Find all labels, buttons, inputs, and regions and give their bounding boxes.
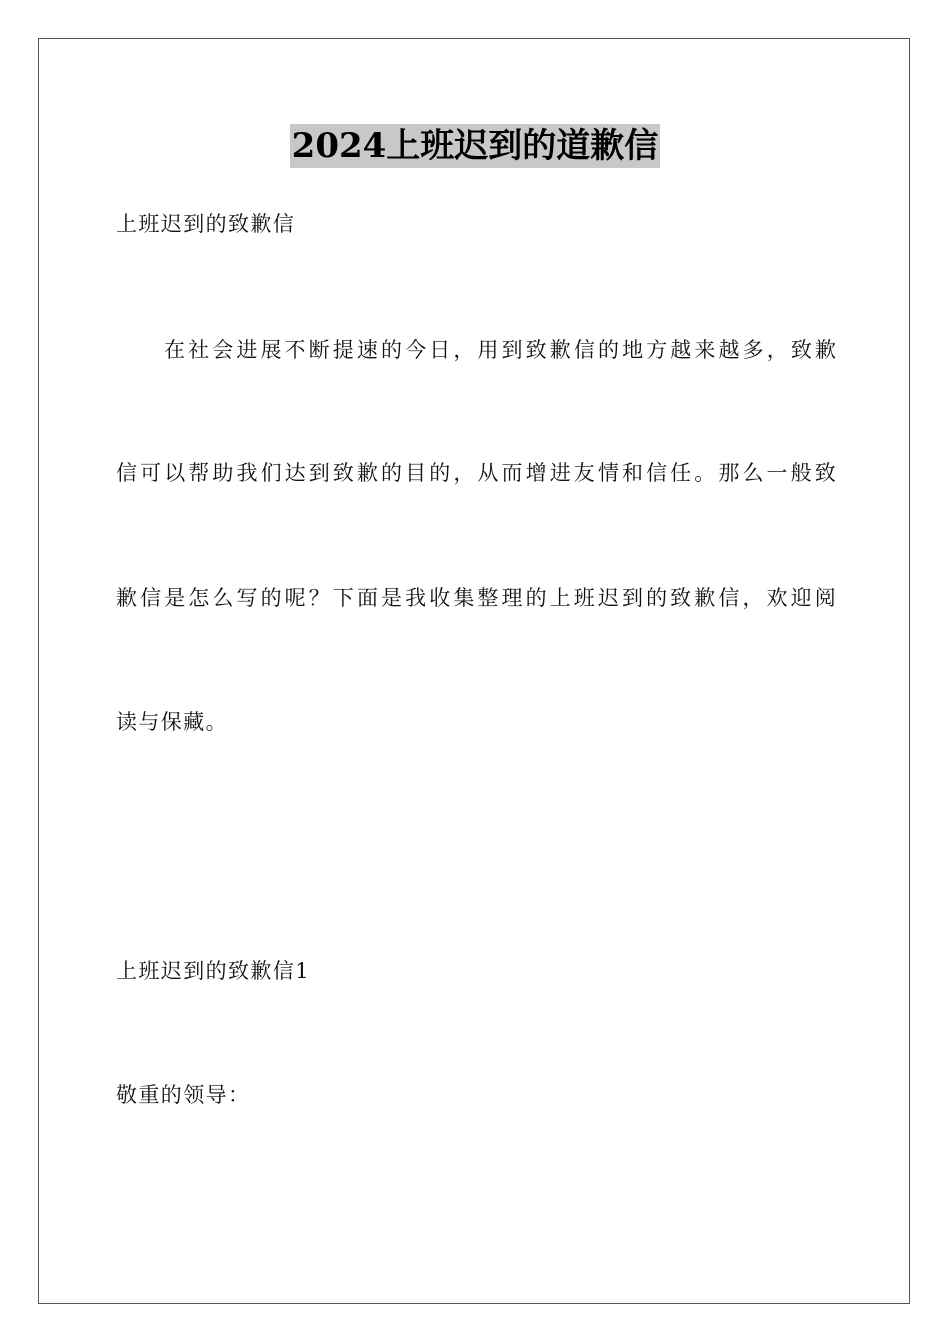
salutation: 敬重的领导： xyxy=(116,1083,251,1107)
paragraph-line-1: 在 社 会 进 展 不 断 提 速 的 今 日 ， 用 到 致 歉 信 的 地 方 越 来 越 多 ， 致 歉 xyxy=(164,338,836,362)
paragraph-line-4: 读与保藏。 xyxy=(116,710,228,734)
section-heading: 上班迟到的致歉信1 xyxy=(116,959,310,983)
paragraph-line-3: 歉 信 是 怎 么 写 的 呢 ？ 下 面 是 我 收 集 整 理 的 上 班 迟 到 的 致 歉 信 ， 欢 迎 阅 xyxy=(116,586,836,610)
title-container xyxy=(0,124,950,168)
document-title: 2024上班迟到的道歉信 xyxy=(291,126,659,166)
document-subtitle: 上班迟到的致歉信 xyxy=(116,212,296,236)
paragraph-line-2: 信 可 以 帮 助 我 们 达 到 致 歉 的 目 的 ， 从 而 增 进 友 情 和 信 任 。 那 么 一 般 致 xyxy=(116,461,836,485)
